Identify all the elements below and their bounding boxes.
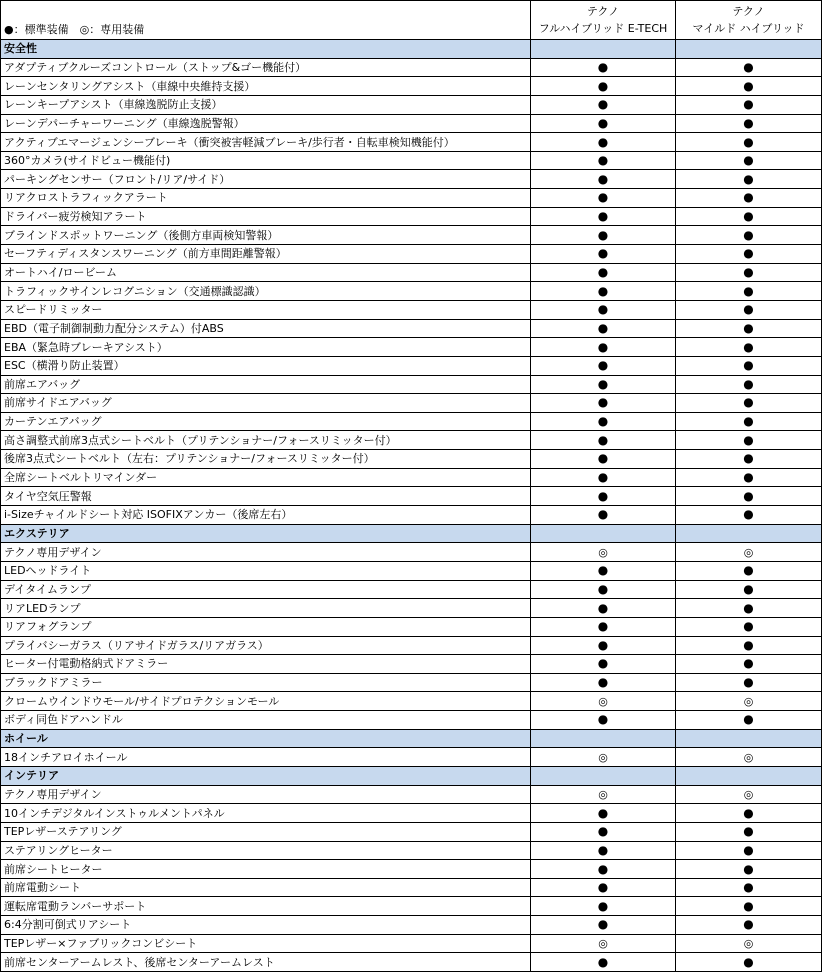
standard-equipment-mark: ●: [531, 300, 676, 319]
feature-label: レーンデパーチャーワーニング（車線逸脱警報）: [1, 114, 531, 133]
feature-label: 前席電動シート: [1, 878, 531, 897]
standard-equipment-mark: ●: [531, 804, 676, 823]
section-header-row: [1, 729, 822, 748]
section-title: ホイール: [1, 729, 531, 748]
exclusive-equipment-mark: ◎: [531, 692, 676, 711]
feature-label: ブラインドスポットワーニング（後側方車両検知警報）: [1, 226, 531, 245]
feature-label: TEPレザーステアリング: [1, 822, 531, 841]
section-empty-cell: [676, 524, 822, 543]
table-row: [1, 207, 822, 226]
table-row: [1, 673, 822, 692]
standard-equipment-mark: ●: [531, 207, 676, 226]
standard-equipment-mark: ●: [531, 487, 676, 506]
standard-equipment-mark: ●: [676, 356, 822, 375]
feature-label: リアクロストラフィックアラート: [1, 189, 531, 208]
standard-equipment-mark: ●: [676, 804, 822, 823]
feature-label: アダプティブクルーズコントロール（ストップ&ゴー機能付）: [1, 58, 531, 77]
table-row: [1, 506, 822, 525]
feature-label: テクノ専用デザイン: [1, 543, 531, 562]
standard-equipment-mark: ●: [531, 580, 676, 599]
feature-label: スピードリミッター: [1, 300, 531, 319]
table-row: [1, 655, 822, 674]
exclusive-equipment-mark: ◎: [531, 543, 676, 562]
table-row: [1, 617, 822, 636]
standard-equipment-mark: ●: [676, 431, 822, 450]
table-row: [1, 711, 822, 730]
standard-equipment-mark: ●: [531, 711, 676, 730]
table-row: [1, 934, 822, 953]
exclusive-equipment-mark: ◎: [676, 692, 822, 711]
model-header-line2: マイルド ハイブリッド: [692, 22, 805, 35]
feature-label: オートハイ/ロービーム: [1, 263, 531, 282]
standard-equipment-mark: ●: [531, 450, 676, 469]
table-row: [1, 636, 822, 655]
table-row: [1, 319, 822, 338]
standard-equipment-mark: ●: [676, 207, 822, 226]
standard-equipment-mark: ●: [676, 170, 822, 189]
feature-label: ドライバー疲労検知アラート: [1, 207, 531, 226]
feature-label: リアLEDランプ: [1, 599, 531, 618]
table-row: [1, 170, 822, 189]
table-row: [1, 151, 822, 170]
table-row: [1, 394, 822, 413]
table-row: [1, 95, 822, 114]
standard-equipment-mark: ●: [531, 319, 676, 338]
section-empty-cell: [676, 40, 822, 59]
feature-label: 18インチアロイホイール: [1, 748, 531, 767]
table-row: [1, 338, 822, 357]
standard-equipment-mark: ●: [676, 226, 822, 245]
section-empty-cell: [676, 729, 822, 748]
table-row: [1, 114, 822, 133]
table-row: [1, 953, 822, 972]
feature-label: EBD（電子制御制動力配分システム）付ABS: [1, 319, 531, 338]
standard-equipment-mark: ●: [676, 822, 822, 841]
standard-equipment-mark: ●: [676, 897, 822, 916]
feature-label: 6:4分割可倒式リアシート: [1, 916, 531, 935]
standard-equipment-mark: ●: [531, 673, 676, 692]
table-row: [1, 841, 822, 860]
standard-equipment-mark: ●: [676, 375, 822, 394]
standard-equipment-mark: ●: [531, 412, 676, 431]
model-header-mild-hybrid: [676, 1, 822, 40]
table-row: [1, 860, 822, 879]
standard-equipment-mark: ●: [676, 561, 822, 580]
table-row: [1, 916, 822, 935]
standard-equipment-mark: ●: [531, 375, 676, 394]
feature-label: 前席エアバッグ: [1, 375, 531, 394]
feature-label: タイヤ空気圧警報: [1, 487, 531, 506]
feature-label: TEPレザー×ファブリックコンビシート: [1, 934, 531, 953]
table-row: [1, 468, 822, 487]
legend: ●：標準装備 ◎：専用装備: [1, 1, 531, 40]
standard-equipment-mark: ●: [676, 77, 822, 96]
feature-label: 前席サイドエアバッグ: [1, 394, 531, 413]
table-row: [1, 300, 822, 319]
standard-equipment-mark: ●: [531, 114, 676, 133]
feature-label: テクノ専用デザイン: [1, 785, 531, 804]
standard-equipment-mark: ●: [676, 394, 822, 413]
standard-equipment-mark: ●: [531, 916, 676, 935]
standard-equipment-mark: ●: [676, 860, 822, 879]
table-row: [1, 487, 822, 506]
table-row: [1, 580, 822, 599]
standard-equipment-mark: ●: [531, 636, 676, 655]
standard-equipment-mark: ●: [676, 636, 822, 655]
table-row: [1, 189, 822, 208]
standard-equipment-mark: ●: [531, 878, 676, 897]
table-row: [1, 878, 822, 897]
feature-label: 10インチデジタルインストゥルメントパネル: [1, 804, 531, 823]
standard-equipment-mark: ●: [676, 841, 822, 860]
standard-equipment-mark: ●: [531, 431, 676, 450]
feature-label: 360°カメラ(サイドビュー機能付): [1, 151, 531, 170]
section-empty-cell: [531, 40, 676, 59]
standard-equipment-mark: ●: [676, 245, 822, 264]
exclusive-equipment-mark: ◎: [676, 934, 822, 953]
model-header-line1: テクノ: [732, 5, 765, 18]
section-title: エクステリア: [1, 524, 531, 543]
feature-label: 全席シートベルトリマインダー: [1, 468, 531, 487]
standard-equipment-mark: ●: [676, 673, 822, 692]
standard-equipment-mark: ●: [531, 468, 676, 487]
standard-equipment-mark: ●: [531, 226, 676, 245]
table-row: [1, 692, 822, 711]
table-row: [1, 356, 822, 375]
feature-label: レーンキープアシスト（車線逸脱防止支援）: [1, 95, 531, 114]
section-title: 安全性: [1, 40, 531, 59]
standard-equipment-mark: ●: [531, 58, 676, 77]
standard-equipment-mark: ●: [531, 617, 676, 636]
feature-label: パーキングセンサー（フロント/リア/サイド）: [1, 170, 531, 189]
feature-label: 後席3点式シートベルト（左右：プリテンショナー/フォースリミッター付）: [1, 450, 531, 469]
standard-equipment-mark: ●: [676, 189, 822, 208]
standard-equipment-mark: ●: [531, 151, 676, 170]
feature-label: ヒーター付電動格納式ドアミラー: [1, 655, 531, 674]
standard-equipment-mark: ●: [676, 916, 822, 935]
section-header-row: [1, 766, 822, 785]
standard-equipment-mark: ●: [531, 655, 676, 674]
table-row: [1, 133, 822, 152]
standard-equipment-mark: ●: [531, 841, 676, 860]
standard-equipment-mark: ●: [531, 263, 676, 282]
section-empty-cell: [531, 524, 676, 543]
exclusive-equipment-mark: ◎: [531, 934, 676, 953]
feature-label: クロームウインドウモール/サイドプロテクションモール: [1, 692, 531, 711]
standard-equipment-mark: ●: [676, 412, 822, 431]
exclusive-equipment-mark: ◎: [676, 543, 822, 562]
table-row: [1, 822, 822, 841]
table-row: [1, 282, 822, 301]
standard-equipment-mark: ●: [676, 878, 822, 897]
standard-equipment-mark: ●: [531, 338, 676, 357]
section-header-row: [1, 524, 822, 543]
standard-equipment-mark: ●: [531, 561, 676, 580]
table-row: [1, 804, 822, 823]
table-row: [1, 58, 822, 77]
feature-label: ステアリングヒーター: [1, 841, 531, 860]
standard-equipment-mark: ●: [676, 263, 822, 282]
standard-equipment-mark: ●: [531, 822, 676, 841]
standard-equipment-mark: ●: [676, 617, 822, 636]
table-row: [1, 543, 822, 562]
standard-equipment-mark: ●: [531, 953, 676, 972]
standard-equipment-mark: ●: [676, 114, 822, 133]
standard-equipment-mark: ●: [676, 151, 822, 170]
exclusive-equipment-mark: ◎: [676, 785, 822, 804]
standard-equipment-mark: ●: [676, 953, 822, 972]
feature-label: ESC（横滑り防止装置）: [1, 356, 531, 375]
standard-equipment-mark: ●: [531, 599, 676, 618]
feature-label: i-Sizeチャイルドシート対応 ISOFIXアンカー（後席左右）: [1, 506, 531, 525]
table-row: [1, 748, 822, 767]
standard-equipment-mark: ●: [676, 450, 822, 469]
table-row: [1, 245, 822, 264]
feature-label: デイタイムランプ: [1, 580, 531, 599]
exclusive-equipment-mark: ◎: [531, 785, 676, 804]
feature-label: 前席シートヒーター: [1, 860, 531, 879]
feature-label: EBA（緊急時ブレーキアシスト）: [1, 338, 531, 357]
standard-equipment-mark: ●: [531, 170, 676, 189]
table-row: [1, 226, 822, 245]
section-empty-cell: [531, 729, 676, 748]
standard-equipment-mark: ●: [676, 319, 822, 338]
feature-label: カーテンエアバッグ: [1, 412, 531, 431]
standard-equipment-mark: ●: [676, 580, 822, 599]
section-empty-cell: [531, 766, 676, 785]
section-title: インテリア: [1, 766, 531, 785]
standard-equipment-mark: ●: [676, 599, 822, 618]
standard-equipment-mark: ●: [531, 95, 676, 114]
table-row: [1, 412, 822, 431]
standard-equipment-mark: ●: [676, 133, 822, 152]
table-row: [1, 450, 822, 469]
table-row: [1, 263, 822, 282]
standard-equipment-mark: ●: [676, 468, 822, 487]
standard-equipment-mark: ●: [676, 95, 822, 114]
feature-label: 前席センターアームレスト、後席センターアームレスト: [1, 953, 531, 972]
standard-equipment-mark: ●: [676, 282, 822, 301]
section-header-row: [1, 40, 822, 59]
feature-label: LEDヘッドライト: [1, 561, 531, 580]
table-row: [1, 77, 822, 96]
standard-equipment-mark: ●: [531, 506, 676, 525]
table-row: [1, 375, 822, 394]
table-row: [1, 599, 822, 618]
standard-equipment-mark: ●: [676, 58, 822, 77]
feature-label: アクティブエマージェンシーブレーキ（衝突被害軽減ブレーキ/歩行者・自転車検知機能付）: [1, 133, 531, 152]
standard-equipment-mark: ●: [531, 356, 676, 375]
standard-equipment-mark: ●: [676, 338, 822, 357]
feature-label: セーフティディスタンスワーニング（前方車間距離警報）: [1, 245, 531, 264]
standard-equipment-mark: ●: [676, 506, 822, 525]
standard-equipment-mark: ●: [531, 133, 676, 152]
feature-label: リアフォグランプ: [1, 617, 531, 636]
model-header-line2: フルハイブリッド E-TECH: [538, 22, 668, 35]
feature-label: トラフィックサインレコグニション（交通標識認識）: [1, 282, 531, 301]
table-row: [1, 431, 822, 450]
model-header-full-hybrid: [531, 1, 676, 40]
standard-equipment-mark: ●: [531, 394, 676, 413]
section-empty-cell: [676, 766, 822, 785]
exclusive-equipment-mark: ◎: [531, 748, 676, 767]
feature-label: 高さ調整式前席3点式シートベルト（プリテンショナー/フォースリミッター付）: [1, 431, 531, 450]
standard-equipment-mark: ●: [676, 487, 822, 506]
feature-label: レーンセンタリングアシスト（車線中央維持支援）: [1, 77, 531, 96]
model-header-line1: テクノ: [586, 5, 620, 18]
table-row: [1, 785, 822, 804]
standard-equipment-mark: ●: [676, 655, 822, 674]
feature-label: ボディ同色ドアハンドル: [1, 711, 531, 730]
exclusive-equipment-mark: ◎: [676, 748, 822, 767]
standard-equipment-mark: ●: [531, 860, 676, 879]
standard-equipment-mark: ●: [531, 897, 676, 916]
feature-label: ブラックドアミラー: [1, 673, 531, 692]
header-row: [1, 1, 822, 40]
standard-equipment-mark: ●: [676, 300, 822, 319]
table-row: [1, 561, 822, 580]
standard-equipment-mark: ●: [531, 282, 676, 301]
feature-label: プライバシーガラス（リアサイドガラス/リアガラス）: [1, 636, 531, 655]
standard-equipment-mark: ●: [531, 189, 676, 208]
standard-equipment-mark: ●: [531, 77, 676, 96]
standard-equipment-mark: ●: [531, 245, 676, 264]
table-row: [1, 897, 822, 916]
feature-label: 運転席電動ランバーサポート: [1, 897, 531, 916]
standard-equipment-mark: ●: [676, 711, 822, 730]
